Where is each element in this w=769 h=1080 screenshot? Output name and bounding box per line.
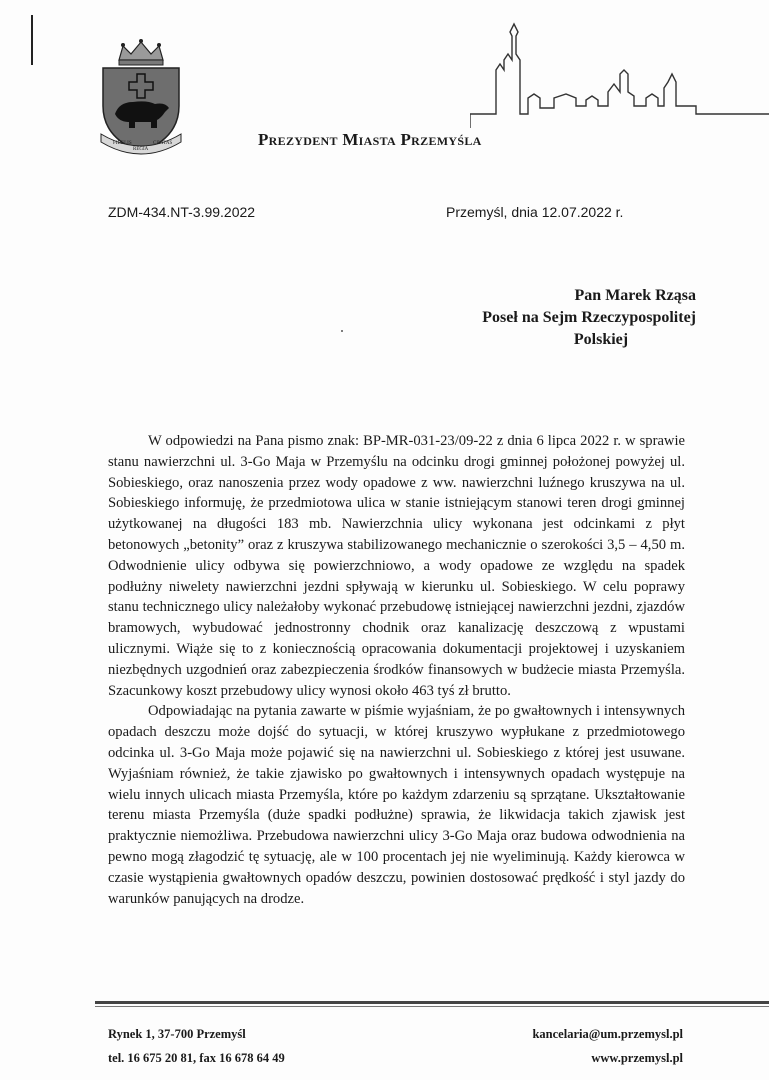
crest-ribbon-left: FIDELIS — [113, 141, 132, 146]
footer-email: kancelaria@um.przemysl.pl — [532, 1027, 683, 1041]
margin-rule — [31, 15, 33, 65]
footer-contact-left — [108, 1022, 285, 1070]
letter-body — [108, 431, 685, 909]
body-paragraph-1: W odpowiedzi na Pana pismo znak: BP-MR-031-23/09-22 z dnia 6 lipca 2022 r. w sprawie stanu nawierzchni ul. 3-Go Maja w Przemyślu na odcinku drogi gminnej położonej powyżej ul. Sobieskiego, oraz nanoszenia przez wody opadowe z ww. nawierzchni luźnego kruszywa na ul. Sobieskiego informuję, że przedmiotowa ulica w stanie istniejącym stanowi teren drogi gminnej użytkowanej na długości 183 mb. Nawierzchnia ulicy wykonana jest odcinkami z płyt betonowych „betonity” oraz z kruszywa stabilizowanego mechanicznie o szerokości 3,5 – 4,50 m. Odwodnienie ulicy odbywa się powierzchniowo, a wody opadowe ze względu na spadek podłużny niwelety nawierzchni jezdni spływają w kierunku ul. Sobieskiego. W celu poprawy stanu technicznego ulicy należałoby wykonać przebudowę istniejącej nawierzchni jezdni, zjazdów bramowych, wybudować jednostronny chodnik oraz kanalizację deszczową z wpustami ulicznymi. Wiąże się to z koniecznością opracowania dokumentacji projektowej i uzyskaniem niezbędnych uzgodnień oraz zabezpieczenia środków finansowych w budżecie miasta Przemyśla. Szacunkowy koszt przebudowy ulicy wynosi około 463 tyś zł brutto. — [108, 433, 685, 699]
body-paragraph-2: Odpowiadając na pytania zawarte w piśmie wyjaśniam, że po gwałtownych i intensywnych opadach deszczu może dojść do sytuacji, w której kruszywo wypłukane z przedmiotowego odcinka ul. 3-Go Maja może pojawić się na nawierzchni ul. Sobieskiego z której jest usuwane. Wyjaśniam również, że takie zjawisko po gwałtownych i intensywnych opadach występuje na wielu innych ulicach miasta Przemyśla, które po każdym zdarzeniu są sprzątane. Ukształtowanie terenu miasta Przemyśla (duże spadki podłużne) sprawia, że likwidacja takich zjawisk jest praktycznie niemożliwa. Przebudowa nawierzchni ulicy 3-Go Maja oraz budowa odwodnienia na pewno mogą złagodzić tę sytuację, ale w 100 procentach jej nie wyeliminują. Każdy kierowca w czasie wystąpienia gwałtownych opadów deszczu, powinien dostosować prędkość i styl jazdy do warunków panujących na drodze. — [108, 703, 685, 907]
footer-divider-thin — [95, 1006, 769, 1007]
addressee-title: Poseł na Sejm Rzeczypospolitej — [482, 309, 696, 326]
reference-number: ZDM-434.NT-3.99.2022 — [108, 204, 256, 220]
crest-ribbon-center: REGIA — [133, 147, 149, 152]
city-skyline-drawing — [470, 14, 769, 128]
footer-phone-fax: tel. 16 675 20 81, fax 16 678 64 49 — [108, 1051, 285, 1065]
scan-speck — [341, 330, 343, 332]
footer-address: Rynek 1, 37-700 Przemyśl — [108, 1027, 246, 1041]
addressee-title-cont: Polskiej — [573, 331, 629, 348]
addressee-name: Pan Marek Rząsa — [574, 287, 696, 304]
place-and-date: Przemyśl, dnia 12.07.2022 r. — [446, 204, 624, 220]
addressee-block — [430, 285, 696, 351]
crest-ribbon-right: CIVITAS — [153, 141, 173, 146]
footer-divider — [95, 1001, 769, 1004]
coat-of-arms-emblem — [95, 38, 187, 156]
footer-contact-right — [532, 1022, 683, 1070]
footer-website: www.przemysl.pl — [591, 1051, 683, 1065]
institution-title: Prezydent Miasta Przemyśla — [258, 130, 482, 149]
